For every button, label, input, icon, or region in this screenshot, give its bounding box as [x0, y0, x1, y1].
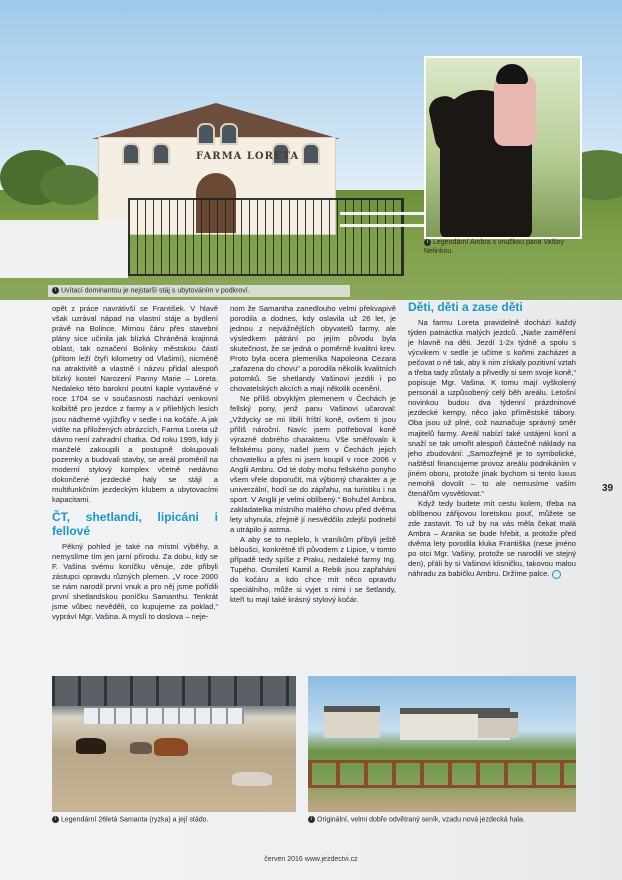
col2-paragraph-2: Ne příliš obvyklým plemenem v Čechách je fellský pony, jenž panu Vašinovi učaroval: „Vždycky se mi líbili fríští koně, ovšem ti jsou příliš nároční. Navíc jsem potřeboval koně výrazně dobrého charakteru. Vše směřovalo k fellskému pony, našel jsem v Čechách jejich chovatelku a přes ni jsem koupil v roce 2006 v Anglii Ambru. Od té doby mohu fellského ponyho všem vřele doporučit, má výborný charakter a je univerzální, hodí se do zápřahu, na turistiku i na sport. V Anglii je velmi oblíbený.“ Bohužel Ambra, zakladatelka místního malého chovu před dvěma lety uhynula, zřejmě jí nesvědčilo zdejší podnebí a utrápilo ji astma. — [230, 394, 396, 535]
building-sign: FARMA LORETA — [196, 151, 300, 162]
hero-caption: i Uvítací dominantou je nejstarší stáj s ubytováním v podkroví. — [52, 287, 250, 294]
farm-complex-photo — [308, 676, 576, 812]
col3-paragraph-1: Na farmu Loreta pravidelně dochází každý týden patnáctka malých jezdců. „Naše zaměření je hlavně na děti. Jezdí 1-2x týdně a spolu s výcvikem v sedle je učíme s koňmi zacházet a pečovat o ně tak, aby k nim získaly pozitivní vztah a třeba tady zůstaly a přivedly si sem svoje koně,“ popisuje Mgr. Vašina. K tomu mají vyškolený personál a uzpůsobený celý běh areálu. Letošní novinkou budou dva týdenní prázdninové jezdecké kempy, něco jako příměstské tábory. Oba jsou už plné, což naznačuje správný směr majitelů farmy. Areál nabízí také ustájení koní a snaží se tak umořit alespoň částečně náklady na jeho zbudování: „Samozřejmě je to symbolické, naštěstí financujeme provoz areálu podnikáním v jiném oboru, protože jinak bychom si tento luxus nemohli dovolit – to ale nemusíme vaším čtenářům vysvětlovat.“ — [408, 318, 576, 498]
article-end-icon — [552, 570, 561, 579]
inset-horse-photo — [424, 56, 582, 239]
iron-gate — [128, 198, 404, 276]
riding-hall-photo — [52, 676, 296, 812]
info-icon: i — [308, 816, 315, 823]
col3-paragraph-2: Když tedy budete mít cestu kolem, třeba na oblíbenou zářijovou loretskou pouť, můžete se zde zastavit. To už by na vás měla čekat malá Ambra – Aranka se bude hřebit, a protože před dvěma lety porodila kluka Františka (nese jméno po otci Mgr. Vašiny, protože se narodili ve stejný den), přáli by si Vašinovi klisničku, takovou malou náhradu za babičku Ambru. Držíme palce. — [408, 498, 576, 579]
section-heading-1: ČT, shetlandi, lipicáni i fellové — [52, 509, 218, 538]
info-icon: i — [52, 816, 59, 823]
col2-paragraph-3: A aby se to neplelo, k vraníkům přibyli ještě běloušci, konkrétně tři původem z Lipice, v tomto případě tedy spíše z Praku, nedaleké farmy Ing. Tupého. Osmiletí Kamil a Rebik jsou zapřaháni do kočáru a kdo chce mít něco opravdu speciálního, může si vyjet s nimi i se šetlandy, kteří tu mají také krásný stylový kočár. — [230, 535, 396, 605]
section-heading-2: Děti, děti a zase děti — [408, 300, 523, 314]
text-column-1 — [52, 304, 218, 622]
text-column-3 — [408, 300, 576, 579]
text-column-2 — [230, 304, 396, 605]
info-icon: i — [424, 239, 431, 246]
page-footer: červen 2016 www.jezdectvi.cz — [264, 856, 358, 863]
info-icon: i — [52, 287, 59, 294]
col2-paragraph-1: nom že Samantha zanedlouho velmi překvapivě porodila a dodnes, kdy oslavila už 26 let, je jednou z nejvážnějších obyvatelů farmy, ale výsledkem pátrání po jejím původu byla skutečnost, že se jedná o poměrně kvalitní krev. Proto byla ocera plemeníka Napoleona Cezara „zařazena do chovu“ a porodila několik kvalitních potomků. Se shetlandy Vašinovi jezdili i po chovatelských akcích a mají několik ocenění. — [230, 304, 396, 394]
col1-paragraph-2: Pěkný pohled je také na místní výběhy, a nemyslíme tím jen jarní přírodu. Za dobu, kdy se F. Vašina svému koníčku věnuje, zde přibyli zástupci opravdu různých plemen. „V roce 2000 se nám narodil první vnuk a pro něj jsme pořídili první shetlandskou poníčku Samanthu. Tenkrát jsme vůbec nevěděli, co kupujeme za poklad,“ vypráví Mgr. Vašina. A myslí to doslova – neje- — [52, 541, 218, 622]
photo-left-caption: i Legendární 26letá Samanta (ryzka) a její stádo. — [52, 816, 208, 823]
photo-right-caption: i Originální, velmi dobře odvětraný seník, vzadu nová jezdecká hala. — [308, 816, 525, 823]
col1-paragraph-1: opět z práce navrátivší se František. V hlavě však uzrával nápad na vlastní stáje a bydlení právě na Bolince. Mirnou čáru přes stavební plány sice učinila jak blízká Chráněná krajinná oblast, tak označení Bolinky městskou částí (přitom leží čtyři kilometry od Vlašimi), nicméně na atraktivitě a vlastně i názvu přidal alespoň blízký kostel Narození Panny Marie – Loreta. Nedaleko této barokní poutní kaple vystavěné v roce 1704 se v současnosti nachází venkovní kolbiště pro jezdce z farmy a v přilehlých lesích jsou nádherné vyjížďky v sedle i na kočáře. A jak vidíte na přiložených obrázcích, Farma Loreta už dávno není zahradní chatka. Od roku 1995, kdy ji manželé zakoupili a postupně dokupovali pozemky a budovali stavby, se areál proměnil na moderní stylový komplex včetně nedávno dokončené jezdecké haly se stájí a multifunkčním jezdeckým klubem a ubytovacími kapacitami. — [52, 304, 218, 504]
page-number: 39 — [602, 483, 614, 494]
inset-caption: i Legendární Ambra s vnučkou pana Vašiny Nelinkou. — [424, 238, 565, 255]
